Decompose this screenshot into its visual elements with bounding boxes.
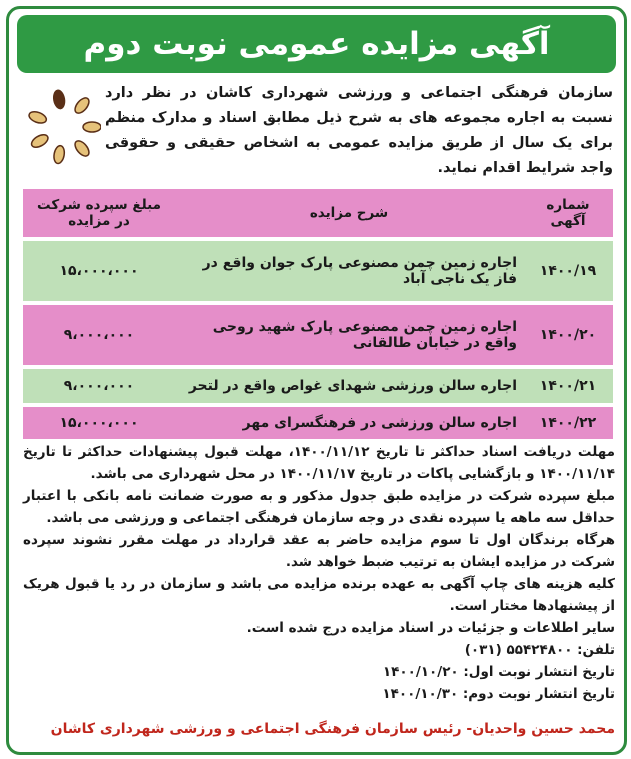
winners-text: هرگاه برندگان اول تا سوم مزایده حاضر به عقد قرارداد در مهلت مقرر نشوند سپرده شرکت در مزایده ایشان به ترتیب ضبط خواهد شد. xyxy=(23,532,615,570)
row-amount: ۹،۰۰۰،۰۰۰ xyxy=(23,305,175,365)
row-description: اجاره زمین چمن مصنوعی پارک شهید روحی واقع در خیابان طالقانی xyxy=(175,305,523,365)
title-banner xyxy=(17,15,616,73)
second-publish-date: تاریخ انتشار نوبت دوم: ۱۴۰۰/۱۰/۳۰ xyxy=(382,686,615,702)
deadline-text: مهلت دریافت اسناد حداکثر تا تاریخ ۱۴۰۰/۱۱/۱۲، مهلت قبول پیشنهادات حداکثر تا تاریخ ۱۴۰۰/۱۱/۱۴ و بازگشایی پاکات در تاریخ ۱۴۰۰/۱۱/۱۷ در محل شهرداری می باشد. xyxy=(23,444,615,482)
signature-line: محمد حسین واحدیان- رئیس سازمان فرهنگی اجتماعی و ورزشی شهرداری کاشان xyxy=(50,721,615,737)
intro-paragraph: سازمان فرهنگی اجتماعی و ورزشی شهرداری کاشان در نظر دارد نسبت به اجاره مجموعه های به شرح ذیل مطابق اسناد و مدارک منظم برای یک سال از طریق مزایده عمومی به اشخاص حقیقی و حقوقی واجد شرایط اقدام نماید. xyxy=(105,85,613,176)
table-row xyxy=(23,407,613,439)
row-number: ۱۴۰۰/۱۹ xyxy=(523,241,613,301)
row-number: ۱۴۰۰/۲۱ xyxy=(523,369,613,403)
header-number: شماره آگهی xyxy=(523,189,613,237)
header-amount: مبلغ سپرده شرکت در مزایده xyxy=(23,189,175,237)
table-header-row xyxy=(23,189,613,237)
header-description: شرح مزایده xyxy=(175,189,523,237)
row-number: ۱۴۰۰/۲۰ xyxy=(523,305,613,365)
terms-section xyxy=(23,441,615,705)
phone-text: تلفن: ۵۵۴۲۴۸۰۰ (۰۳۱) xyxy=(464,642,615,658)
row-description: اجاره سالن ورزشی در فرهنگسرای مهر xyxy=(175,407,523,439)
organization-logo-icon xyxy=(27,87,101,167)
deposit-text: مبلغ سپرده شرکت در مزایده طبق جدول مذکور و به صورت ضمانت نامه بانکی با اعتبار حداقل سه ماهه یا سپرده نقدی در وجه سازمان فرهنگی اجتماعی و ورزشی می باشد. xyxy=(23,488,615,526)
table-row xyxy=(23,241,613,301)
row-amount: ۱۵،۰۰۰،۰۰۰ xyxy=(23,241,175,301)
first-publish-date: تاریخ انتشار نوبت اول: ۱۴۰۰/۱۰/۲۰ xyxy=(382,664,615,680)
auction-table xyxy=(23,185,613,443)
costs-text: کلیه هزینه های چاپ آگهی به عهده برنده مزایده می باشد و سازمان در رد یا قبول هریک از پیشنهادها مختار است. xyxy=(23,576,615,614)
other-info-text: سایر اطلاعات و جزئیات در اسناد مزایده درج شده است. xyxy=(246,620,615,636)
table-row xyxy=(23,369,613,403)
row-description: اجاره زمین چمن مصنوعی پارک جوان واقع در فاز یک ناجی آباد xyxy=(175,241,523,301)
table-row xyxy=(23,305,613,365)
row-description: اجاره سالن ورزشی شهدای غواص واقع در لتحر xyxy=(175,369,523,403)
notice-title: آگهی مزایده عمومی نوبت دوم xyxy=(83,26,550,62)
notice-frame xyxy=(6,6,627,755)
row-number: ۱۴۰۰/۲۲ xyxy=(523,407,613,439)
row-amount: ۹،۰۰۰،۰۰۰ xyxy=(23,369,175,403)
row-amount: ۱۵،۰۰۰،۰۰۰ xyxy=(23,407,175,439)
